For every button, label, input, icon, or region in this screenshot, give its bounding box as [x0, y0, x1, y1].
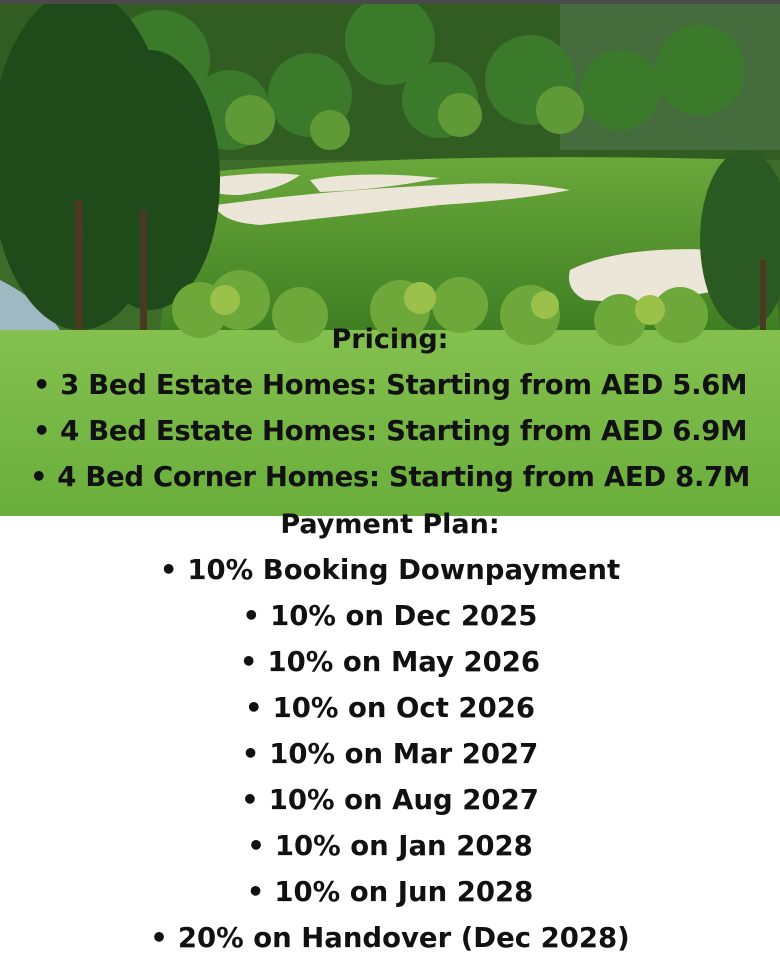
- payment-item-text: 10% on Oct 2026: [272, 692, 535, 724]
- payment-item: [0, 784, 780, 816]
- pricing-item: [0, 415, 780, 447]
- pricing-item: [0, 369, 780, 401]
- bullet: •: [242, 600, 261, 632]
- pricing-item: [0, 461, 780, 493]
- top-border: [0, 0, 780, 4]
- payment-item-text: 10% on Aug 2027: [268, 784, 539, 816]
- pricing-title: Pricing:: [331, 324, 449, 355]
- payment-item-text: 10% on Jun 2028: [274, 876, 534, 908]
- payment-item-text: 10% on Jan 2028: [274, 830, 533, 862]
- payment-item: [0, 692, 780, 724]
- pricing-item-text: 4 Bed Corner Homes: Starting from AED 8.7M: [57, 461, 751, 493]
- bullet: •: [246, 876, 265, 908]
- pricing-item-text: 4 Bed Estate Homes: Starting from AED 6.9M: [60, 415, 748, 447]
- bullet: •: [32, 369, 51, 401]
- payment-item: [0, 830, 780, 862]
- payment-item: [0, 554, 780, 586]
- bullet: •: [241, 784, 259, 816]
- payment-item: [0, 646, 780, 678]
- payment-plan-title: Payment Plan:: [280, 509, 500, 540]
- payment-item-text: 10% on May 2026: [267, 646, 541, 678]
- bullet: •: [29, 461, 48, 493]
- payment-item-text: 10% on Dec 2025: [270, 600, 538, 632]
- bullet: •: [239, 646, 258, 678]
- bullet: •: [150, 922, 168, 954]
- payment-item: [0, 876, 780, 908]
- payment-item: [0, 922, 780, 954]
- bullet: •: [245, 692, 263, 724]
- payment-item: [0, 600, 780, 632]
- payment-item-text: 10% Booking Downpayment: [187, 554, 621, 586]
- bullet: •: [159, 554, 178, 586]
- payment-item: [0, 738, 780, 770]
- bullet: •: [247, 830, 265, 862]
- payment-item-text: 20% on Handover (Dec 2028): [177, 922, 630, 954]
- bullet: •: [241, 738, 260, 770]
- bullet: •: [32, 415, 51, 447]
- payment-item-text: 10% on Mar 2027: [269, 738, 539, 770]
- pricing-item-text: 3 Bed Estate Homes: Starting from AED 5.6M: [60, 369, 748, 401]
